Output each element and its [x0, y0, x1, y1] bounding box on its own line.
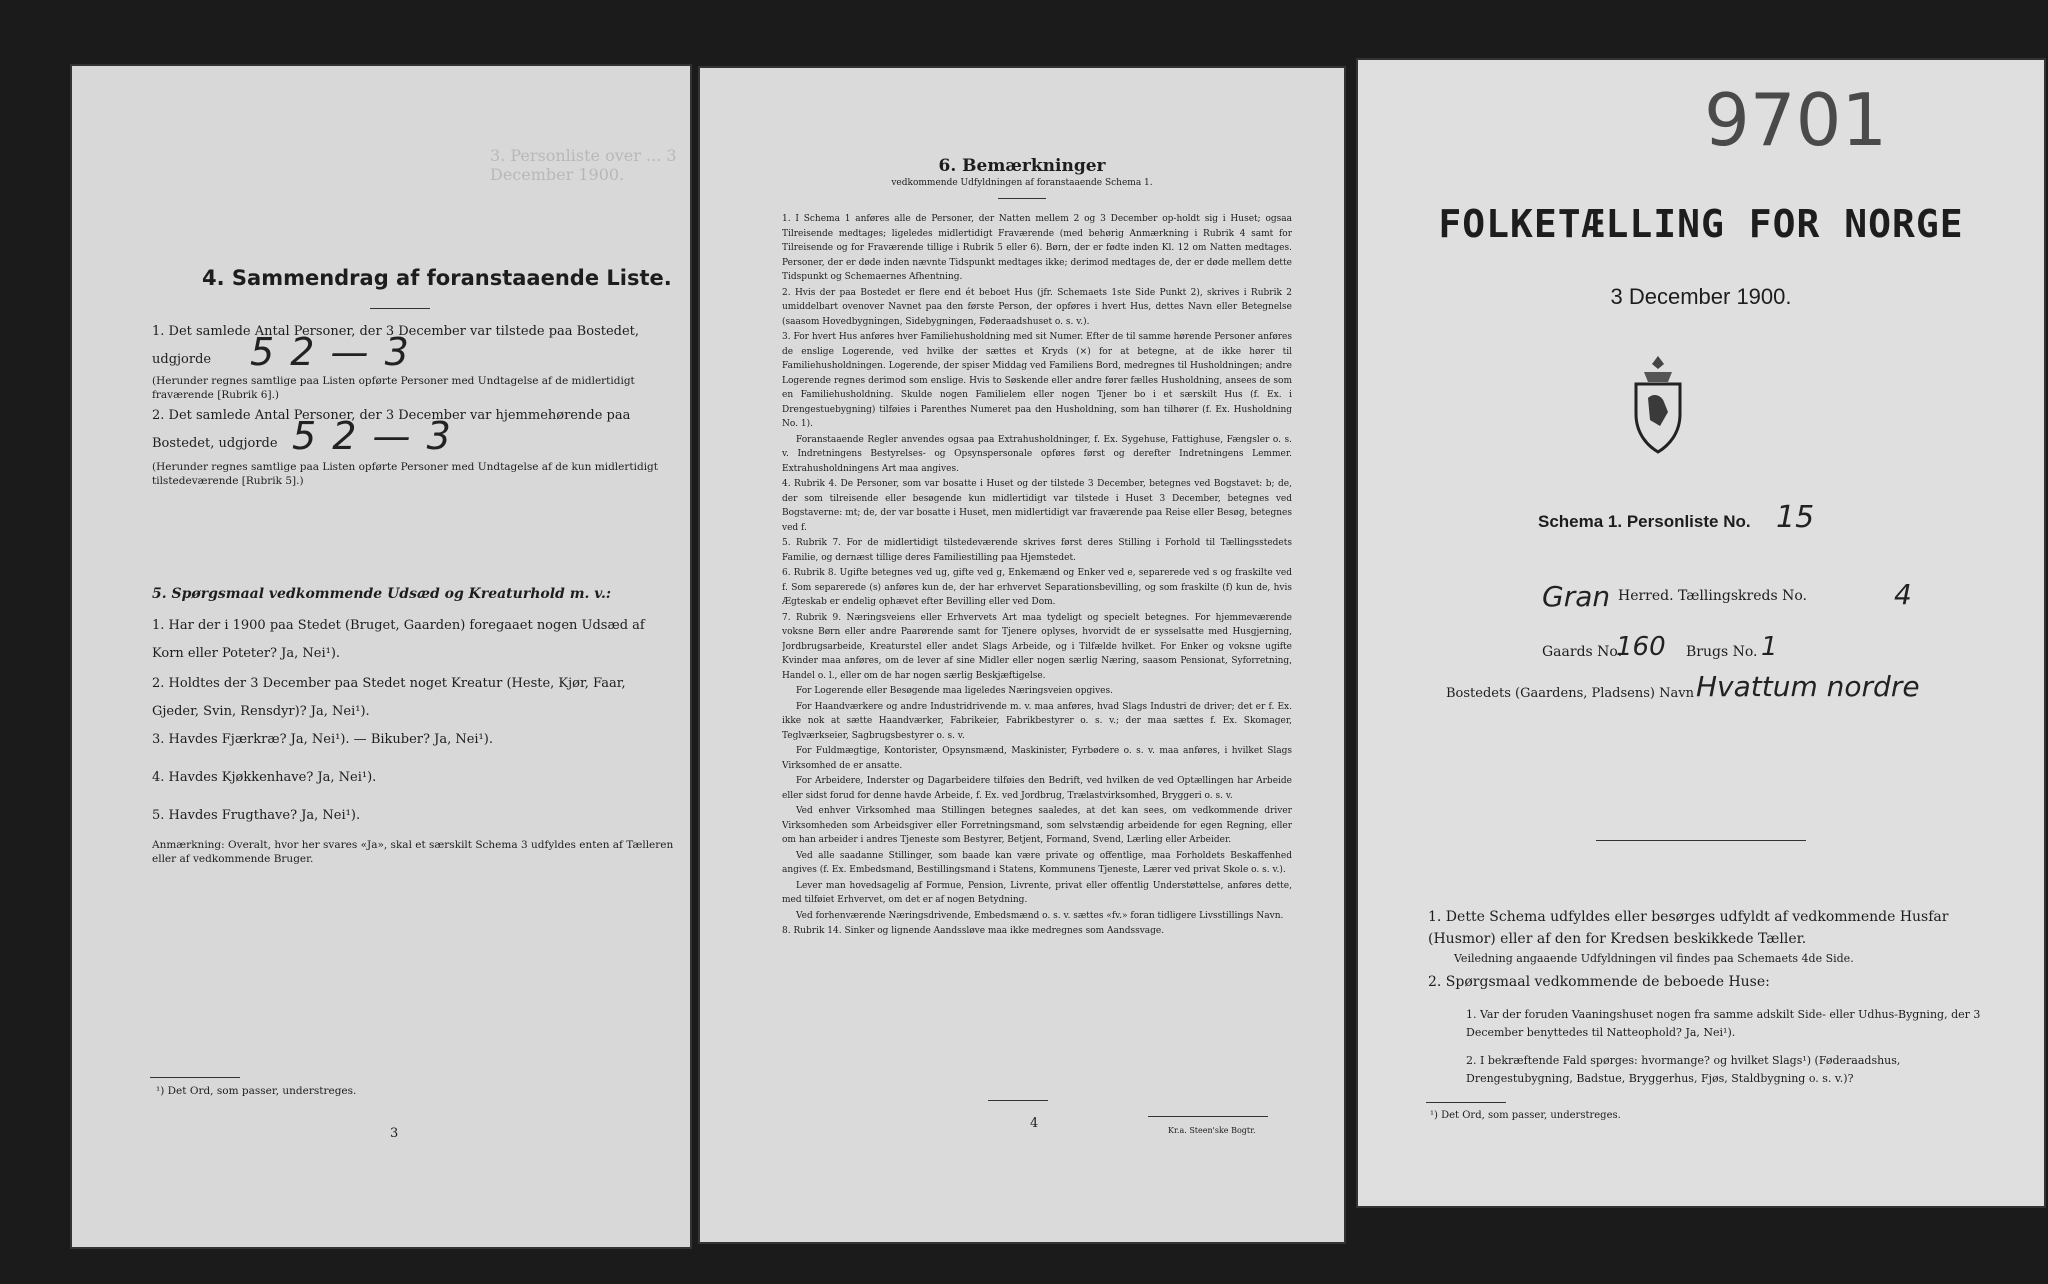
bosted-label: Bostedets (Gaardens, Pladsens) Navn	[1446, 686, 1694, 701]
remark-paragraph: Ved enhver Virksomhed maa Stillingen betegnes saaledes, at det kan sees, om vedkommende driver Virksomheden som Arbeidsgiver eller Forretningsmand, som selvstændig arbeidende for egen Regning, eller om han arbeider i andres Tjeneste som Bestyrer, Betjent, Formand, Svend, Lærling eller Arbeider.	[782, 806, 1292, 845]
schema-label: Schema 1. Personliste No.	[1538, 512, 1751, 531]
bosted-name: Hvattum nordre	[1696, 670, 1920, 703]
item2-line1: 2. Det samlede Antal Personer, der 3 December var hjemmehørende paa	[152, 408, 631, 423]
coat-of-arms-icon	[1626, 352, 1690, 456]
page-number-4: 4	[1030, 1116, 1039, 1131]
remark-paragraph: 4. Rubrik 4. De Personer, som var bosatte i Huset og der tilstede 3 December, betegnes ved Bogstavet: b; de, der som tilreisende eller besøgende kun midlertidigt var tilstede i Huset 3 December, betegnes ved Bogstaverne: mt; de, der var bosatte i Huset, men midlertidigt var fraværende paa Reise eller Besøg, betegnes ved f.	[782, 479, 1292, 533]
remarks-body	[782, 212, 1292, 1092]
instruction-1: 1. Dette Schema udfyldes eller besørges udfyldt af vedkommende Husfar (Husmor) eller af den for Kredsen beskikkede Tæller.	[1428, 909, 1949, 947]
page-number-3: 3	[390, 1126, 399, 1141]
question-5: 5. Havdes Frugthave? Ja, Nei¹).	[152, 808, 361, 823]
instruction-2: 2. Spørgsmaal vedkommende de beboede Huse:	[1428, 974, 1770, 990]
herred-name: Gran	[1542, 580, 1611, 613]
remark-paragraph: 7. Rubrik 9. Næringsveiens eller Erhvervets Art maa tydeligt og specielt betegnes. For hjemmeværende voksne Børn eller andre Paarørende samt for Tjenere oplyses, hvorvidt de er sysselsatte med Husgjerning, Jordbrugsarbeide, Kreaturstel eller andet Slags Arbeide, og i Tilfælde hvilket. For Enker og voksne ugifte Kvinder maa anføres, om de lever af sine Midler eller nogen særlig Næring, saasom Pensionat, Syforretning, Handel o. l., eller om de har nogen særlig Beskjæftigelse.	[782, 612, 1292, 681]
krets-number: 4	[1894, 578, 1912, 611]
schema-number: 15	[1776, 500, 1815, 535]
item1-line1: 1. Det samlede Antal Personer, der 3 December var tilstede paa Bostedet,	[152, 324, 640, 339]
remark-paragraph: For Fuldmægtige, Kontorister, Opsynsmænd, Maskinister, Fyrbødere o. s. v. maa anføres, i hvilket Slags Virksomhed de er ansatte.	[782, 746, 1292, 771]
gaards-label: Gaards No.	[1542, 644, 1623, 660]
question-2: 2. Holdtes der 3 December paa Stedet noget Kreatur (Heste, Kjør, Faar, Gjeder, Svin, Rensdyr)? Ja, Nei¹).	[152, 676, 626, 719]
instruction-2-1: 1. Var der foruden Vaaningshuset nogen fra samme adskilt Side- eller Udhus-Bygning, der 3 December benyttedes til Natteophold? Ja, Nei¹).	[1466, 1008, 1981, 1039]
remark-paragraph: 2. Hvis der paa Bostedet er flere end ét beboet Hus (jfr. Schemaets 1ste Side Punkt 2), skrives i Rubrik 2 umiddelbart ovenover Navnet paa den første Person, der opføres i hvert Hus, dettes Navn eller Betegnelse (saasom Hovedbygningen, Sidebygningen, Føderaadshuset o. s. v.).	[782, 287, 1292, 327]
remark-paragraph: Ved forhenværende Næringsdrivende, Embedsmænd o. s. v. sættes «fv.» foran tidligere Livsstillings Navn.	[796, 910, 1284, 921]
remark-paragraph: Ved alle saadanne Stillinger, som baade kan være private og offentlige, maa Forholdets Beskaffenhed angives (f. Ex. Embedsmand, Bestillingsmand i Statens, Kommunens Tjeneste, Lærer ved privat Skole o. s. v.).	[782, 850, 1292, 875]
remark-paragraph: 8. Rubrik 14. Sinker og lignende Aandssløve maa ikke medregnes som Aandssvage.	[782, 926, 1165, 936]
ghost-heading: 3. Personliste over ... 3 December 1900.	[490, 146, 677, 184]
footnote: ¹) Det Ord, som passer, understreges.	[156, 1085, 357, 1097]
question-4: 4. Havdes Kjøkkenhave? Ja, Nei¹).	[152, 770, 377, 785]
remark-paragraph: 3. For hvert Hus anføres hver Familiehusholdning med sit Numer. Efter de til samme hørende Personer anføres de enslige Logerende, ved hvilke der sættes et Kryds (×) for at betegne, at de ikke hører til Familiehusholdningen. Logerende, der spiser Middag ved Familiens Bord, medregnes til Husholdningen; andre Logerende regnes derimod som enslige. Hvis to Søskende eller andre fører fælles Husholdning, ansees de som en Familiehusholdning. Skulde nogen Familielem eller nogen Tjener bo i et særskilt Hus (f. Ex. i Drengestuebygning) tilføies i Parenthes Numeret paa den Husholdning, som han tilhører (f. Ex. Husholdning No. 1).	[782, 332, 1292, 429]
right-footnote: ¹) Det Ord, som passer, understreges.	[1430, 1110, 1621, 1121]
remark-paragraph: Foranstaaende Regler anvendes ogsaa paa Extrahusholdninger, f. Ex. Sygehuse, Fattighuse, Fængsler o. s. v. Indretningens Bestyrelses- og Opsynspersonale opføres først og derefter Indretningens Lemmer. Extrahusholdningens Art maa angives.	[782, 434, 1292, 474]
item2-label: Bostedet, udgjorde	[152, 436, 278, 451]
gaards-number: 160	[1616, 632, 1666, 662]
remark-paragraph: Lever man hovedsagelig af Formue, Pension, Livrente, privat eller offentlig Understøttelse, anføres dette, med tilføiet Erhvervet, om det er af nogen Betydning.	[782, 880, 1292, 905]
middle-page	[698, 66, 1346, 1244]
remark-paragraph: 5. Rubrik 7. For de midlertidigt tilstedeværende skrives først deres Stilling i Forhold til Tællingsstedets Familie, og dernæst tillige deres Familiestilling paa Hjemstedet.	[782, 538, 1292, 563]
item2-note: (Herunder regnes samtlige paa Listen opførte Personer med Undtagelse af de kun midlertidigt tilstedeværende [Rubrik 5].)	[152, 461, 658, 487]
census-date: 3 December 1900.	[1610, 284, 1792, 309]
instruction-1-sub: Veiledning angaaende Udfyldningen vil findes paa Schemaets 4de Side.	[1454, 952, 1854, 965]
instruction-2-2: 2. I bekræftende Fald spørges: hvormange? og hvilket Slags¹) (Føderaadshus, Drengestubygning, Badstue, Bryggerhus, Fjøs, Staldbygning o. s. v.)?	[1466, 1054, 1901, 1085]
section5-title: 5. Spørgsmaal vedkommende Udsæd og Kreaturhold m. v.:	[152, 586, 612, 602]
remark-paragraph: For Arbeidere, Inderster og Dagarbeidere tilføies den Bedrift, ved hvilken de ved Optællingen har Arbeide eller sidst forud for denne havde Arbeide, f. Ex. ved Jordbrug, Trælastvirksomhed, Bryggeri o. s. v.	[782, 776, 1292, 801]
brugs-label: Brugs No.	[1686, 644, 1758, 660]
brugs-number: 1	[1761, 632, 1778, 662]
archive-number: 9701	[1704, 78, 1888, 162]
right-page	[1356, 58, 2046, 1208]
census-title: FOLKETÆLLING FOR NORGE	[1438, 202, 1964, 246]
remark-paragraph: 6. Rubrik 8. Ugifte betegnes ved ug, gifte ved g, Enkemænd og Enker ved e, separerede ved s og fraskilte ved f. Som separerede (s) anføres kun de, der har erhvervet Separationsbevilling, og som fraskilte (f) kun de, hvis Ægteskab er endelig ophævet efter Bevilling eller ved Dom.	[782, 568, 1292, 607]
remarks-subtitle: vedkommende Udfyldningen af foranstaaende Schema 1.	[891, 178, 1153, 188]
item1-handwritten: 5 2 — 3	[250, 330, 411, 374]
section4-title: 4. Sammendrag af foranstaaende Liste.	[202, 266, 672, 290]
remark-paragraph: For Haandværkere og andre Industridrivende m. v. maa anføres, hvad Slags Industri de driver; det er f. Ex. ikke nok at sætte Haandværker, Fabrikeier, Fabrikbestyrer o. s. v.; der maa sættes f. Ex. Skomager, Teglværkseier, Sagbrugsbestyrer o. s. v.	[782, 701, 1292, 741]
herred-label: Herred. Tællingskreds No.	[1618, 588, 1807, 604]
printer-mark: Kr.a. Steen'ske Bogtr.	[1168, 1126, 1256, 1135]
remark-paragraph: For Logerende eller Besøgende maa ligeledes Næringsveien opgives.	[796, 686, 1113, 696]
item1-label: udgjorde	[152, 352, 212, 367]
remarks-title: 6. Bemærkninger	[938, 156, 1106, 176]
left-page	[70, 64, 692, 1249]
remark-paragraph: 1. I Schema 1 anføres alle de Personer, der Natten mellem 2 og 3 December op-holdt sig i Huset; ogsaa Tilreisende medtages; ligeledes midlertidigt Fraværende (med behørig Anmærkning i Rubrik 4 samt for Tilreisende og for Fraværende tillige i Rubrik 5 eller 6). Børn, der er fødte inden Kl. 12 om Natten medtages. Personer, der er døde inden nævnte Tidspunkt medtages ikke; derimod medtages de, der er døde mellem dette Tidspunkt og Schemaernes Afhentning.	[782, 214, 1292, 282]
item1-note: (Herunder regnes samtlige paa Listen opførte Personer med Undtagelse af de midlertidigt fraværende [Rubrik 6].)	[152, 375, 635, 401]
question-1: 1. Har der i 1900 paa Stedet (Bruget, Gaarden) foregaaet nogen Udsæd af Korn eller Poteter? Ja, Nei¹).	[152, 618, 645, 661]
anmerkning-note: Anmærkning: Overalt, hvor her svares «Ja», skal et særskilt Schema 3 udfyldes enten af Tælleren eller af vedkommende Bruger.	[152, 839, 674, 865]
question-3: 3. Havdes Fjærkræ? Ja, Nei¹). — Bikuber? Ja, Nei¹).	[152, 732, 493, 747]
item2-handwritten: 5 2 — 3	[292, 414, 453, 458]
